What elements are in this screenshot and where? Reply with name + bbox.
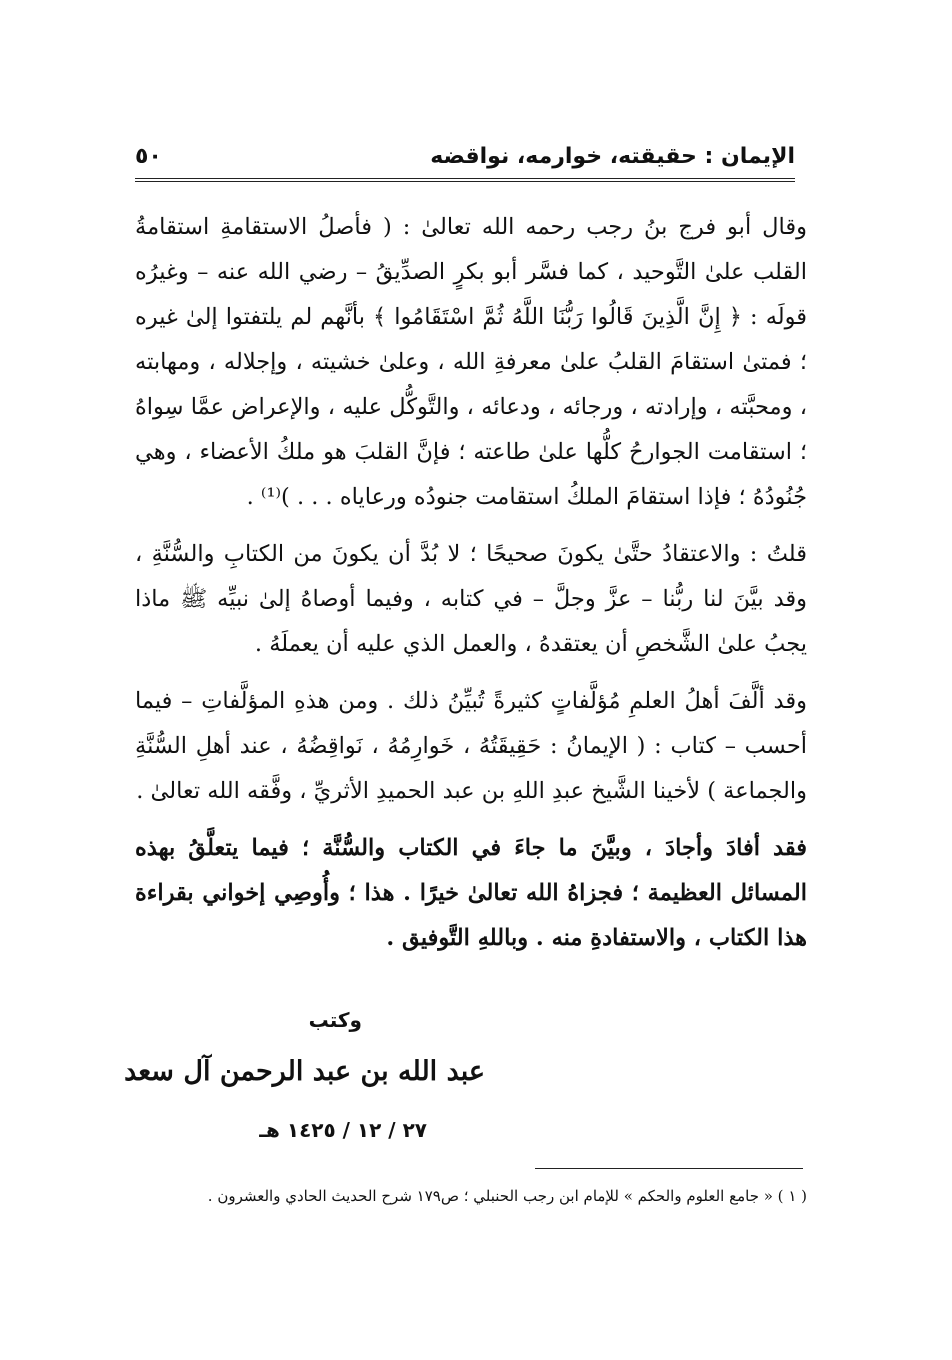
author-name: عبد الله بن عبد الرحمن آل سعد: [124, 1056, 485, 1087]
paragraph-quote: وقال أبو فرج بنُ رجب رحمه الله تعالىٰ : ( فأصلُ الاستقامةِ استقامةُ القلب علىٰ التَّوحيد ، كما فسَّر أبو بكرٍ الصدِّيقُ – رضي الله عنه – وغيرُه قولَه : ﴿ إِنَّ الَّذِينَ قَالُوا رَبُّنَا اللَّهُ ثُمَّ اسْتَقَامُوا ﴾ بأنَّهم لم يلتفتوا إلىٰ غيره ؛ فمتىٰ استقامَ القلبُ علىٰ معرفةِ الله ، وعلىٰ خشيته ، وإجلاله ، ومهابته ، ومحبَّته ، وإرادته ، ورجائه ، ودعائه ، والتَّوكُّل عليه ، والإعراض عمَّا سِواهُ ؛ استقامت الجوارحُ كلُّها علىٰ طاعته ؛ فإنَّ القلبَ هو ملكُ الأعضاء ، وهي جُنُودُهُ ؛ فإذا استقامَ الملكُ استقامت جنودُه ورعاياه . . . )⁽¹⁾ .: [135, 214, 807, 510]
signoff-date: ٢٧ / ١٢ / ١٤٢٥ هـ: [259, 1118, 427, 1142]
signoff-label: وكتب: [308, 1008, 362, 1032]
main-text: [135, 205, 807, 973]
running-header: [135, 140, 795, 174]
paragraph-belief: قلتُ : والاعتقادُ حتَّىٰ يكونَ صحيحًا ؛ لا بُدَّ أن يكونَ من الكتابِ والسُّنَّةِ ، وقد بيَّنَ لنا ربُّنا – عزَّ وجلَّ – في كتابه ، وفيما أوصاهُ إلىٰ نبيِّه ﷺ ماذا يجبُ علىٰ الشَّخصِ أن يعتقدهُ ، والعمل الذي عليه أن يعملَهُ .: [135, 541, 807, 657]
footnote-rule: [535, 1168, 803, 1169]
running-header-title: الإيمان : حقيقته، خوارمه، نواقضه: [430, 144, 795, 169]
paragraph-books: وقد ألَّفَ أهلُ العلمِ مُؤلَّفاتٍ كثيرةً تُبيِّنُ ذلك . ومن هذهِ المؤلَّفاتِ – فيما أحسب – كتاب : ( الإيمانُ : حَقِيقَتُهُ ، خَوارِمُهُ ، نَواقِضُهُ ، عند أهلِ السُّنَّةِ والجماعة ) لأخينا الشَّيخ عبدِ اللهِ بن عبد الحميدِ الأثريِّ ، وفَّقه الله تعالىٰ .: [135, 688, 807, 804]
header-rule: [135, 178, 795, 182]
paragraph-praise: فقد أفادَ وأجادَ ، وبيَّنَ ما جاءَ في الكتاب والسُّنَّة ؛ فيما يتعلَّقُ بهذه المسائل العظيمة ؛ فجزاهُ الله تعالىٰ خيرًا . هذا ؛ وأُوصِي إخواني بقراءة هذا الكتاب ، والاستفادةِ منه . وباللهِ التَّوفيق .: [135, 835, 807, 951]
footnote: ( ١ ) « جامع العلوم والحكم » للإمام ابن رجب الحنبلي ؛ ص١٧٩ شرح الحديث الحادي والعشرون .: [207, 1187, 807, 1205]
page-number: ٥٠: [135, 144, 162, 169]
